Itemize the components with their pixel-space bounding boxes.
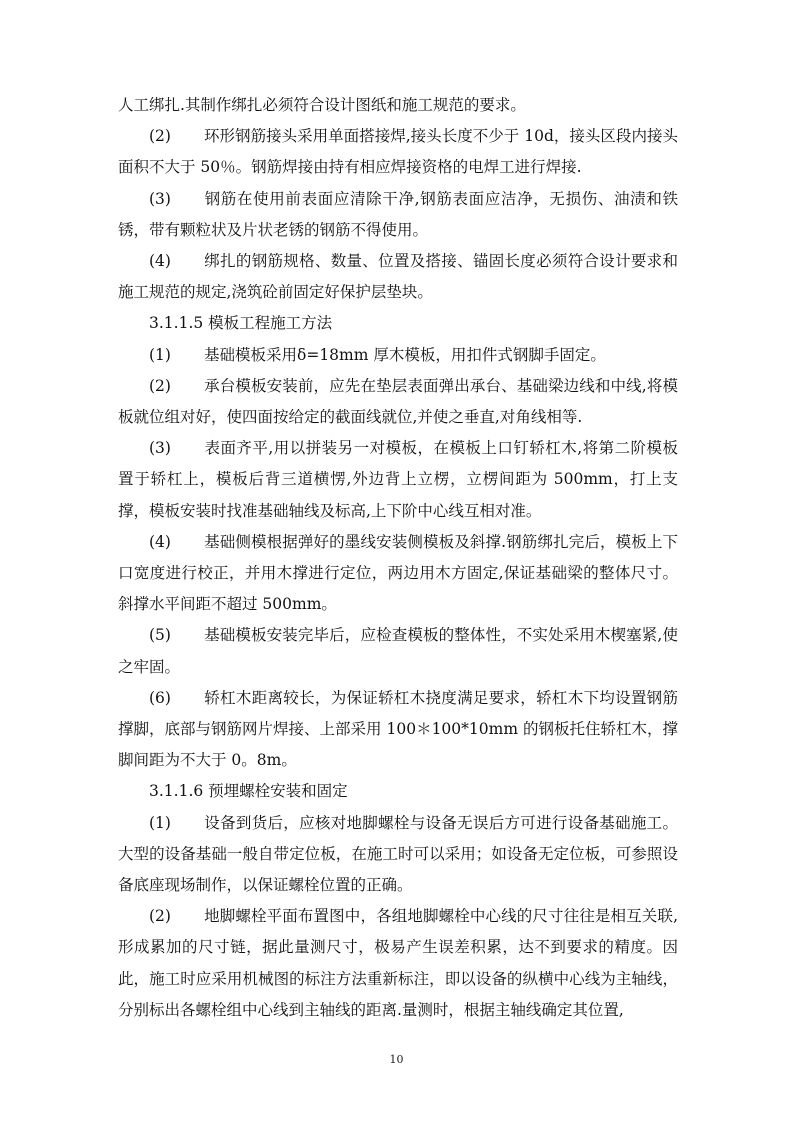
- formwork-item-3: [118, 433, 678, 527]
- item-text: 基础侧模根据弹好的墨线安装侧模板及斜撑.钢筋绑扎完后，模板上下口宽度进行校正，并用木撑进行定位，两边用木方固定,保证基础梁的整体尺寸。斜撑水平间距不超过 500mm。: [118, 532, 678, 614]
- bolt-item-1: [118, 808, 678, 902]
- item-text: 设备到货后，应核对地脚螺栓与设备无误后方可进行设备基础施工。大型的设备基础一般自带定位板，在施工时可以采用；如设备无定位板，可参照设备底座现场制作，以保证螺栓位置的正确。: [118, 813, 678, 895]
- item-number: (3): [149, 439, 171, 458]
- item-number: (1): [149, 345, 171, 364]
- formwork-item-5: [118, 620, 678, 682]
- item-text: 环形钢筋接头采用单面搭接焊,接头长度不少于 10d，接头区段内接头面积不大于 50％。钢筋焊接由持有相应焊接资格的电焊工进行焊接.: [118, 127, 678, 177]
- item-text: 钢筋在使用前表面应清除干净,钢筋表面应洁净，无损伤、油渍和铁锈，带有颗粒状及片状老锈的钢筋不得使用。: [118, 189, 678, 239]
- item-number: (4): [149, 252, 171, 271]
- item-text: 承台模板安装前，应先在垫层表面弹出承台、基础梁边线和中线,将模板就位组对好，使四面按给定的截面线就位,并使之垂直,对角线相等.: [118, 376, 678, 427]
- formwork-item-2: [118, 371, 678, 433]
- item-text: 基础模板安装完毕后，应检查模板的整体性，不实处采用木楔塞紧,使之牢固。: [118, 626, 678, 676]
- item-number: (4): [149, 532, 171, 551]
- item-text: 绑扎的钢筋规格、数量、位置及搭接、锚固长度必须符合设计要求和施工规范的规定,浇筑砼前固定好保护层垫块。: [118, 252, 678, 302]
- item-number: (2): [149, 127, 171, 146]
- item-number: (1): [149, 813, 171, 832]
- item-text: 地脚螺栓平面布置图中，各组地脚螺栓中心线的尺寸往往是相互关联,形成累加的尺寸链，据此量测尺寸，极易产生误差积累，达不到要求的精度。因此，施工时应采用机械图的标注方法重新标注，即以设备的纵横中心线为主轴线，分别标出各螺栓组中心线到主轴线的距离.量测时，根据主轴线确定其位置,: [118, 907, 678, 1019]
- page-number: 10: [389, 1053, 404, 1066]
- item-number: (5): [149, 626, 171, 645]
- rebar-item-4: [118, 246, 678, 308]
- rebar-item-2: [118, 121, 678, 183]
- bolt-item-2: [118, 901, 678, 1026]
- item-text: 轿杠木距离较长，为保证轿杠木挠度满足要求，轿杠木下均设置钢筋撑脚，底部与钢筋网片焊接、上部采用 100＊100*10mm 的钢板托住轿杠木，撑脚间距为不大于 0。8m。: [118, 688, 678, 770]
- item-number: (2): [149, 907, 171, 926]
- item-text: 基础模板采用δ=18mm 厚木模板，用扣件式钢脚手固定。: [204, 345, 606, 364]
- section-heading-3-1-1-5: 3.1.1.5 模板工程施工方法: [149, 314, 333, 333]
- section-heading-3-1-1-6: 3.1.1.6 预埋螺栓安装和固定: [149, 782, 348, 801]
- document-body: [118, 90, 678, 1026]
- intro-paragraph: 人工绑扎.其制作绑扎必须符合设计图纸和施工规范的要求。: [118, 96, 526, 114]
- item-number: (2): [149, 376, 171, 395]
- formwork-item-1: [118, 340, 678, 371]
- item-number: (3): [149, 189, 171, 208]
- item-number: (6): [149, 688, 171, 707]
- rebar-item-3: [118, 184, 678, 246]
- item-text: 表面齐平,用以拼装另一对模板，在模板上口钉轿杠木,将第二阶模板置于轿杠上，模板后背三道横愣,外边背上立楞，立楞间距为 500mm，打上支撑，模板安装时找准基础轴线及标高,上下阶中心线互相对准。: [118, 439, 678, 520]
- formwork-item-6: [118, 683, 678, 777]
- formwork-item-4: [118, 527, 678, 621]
